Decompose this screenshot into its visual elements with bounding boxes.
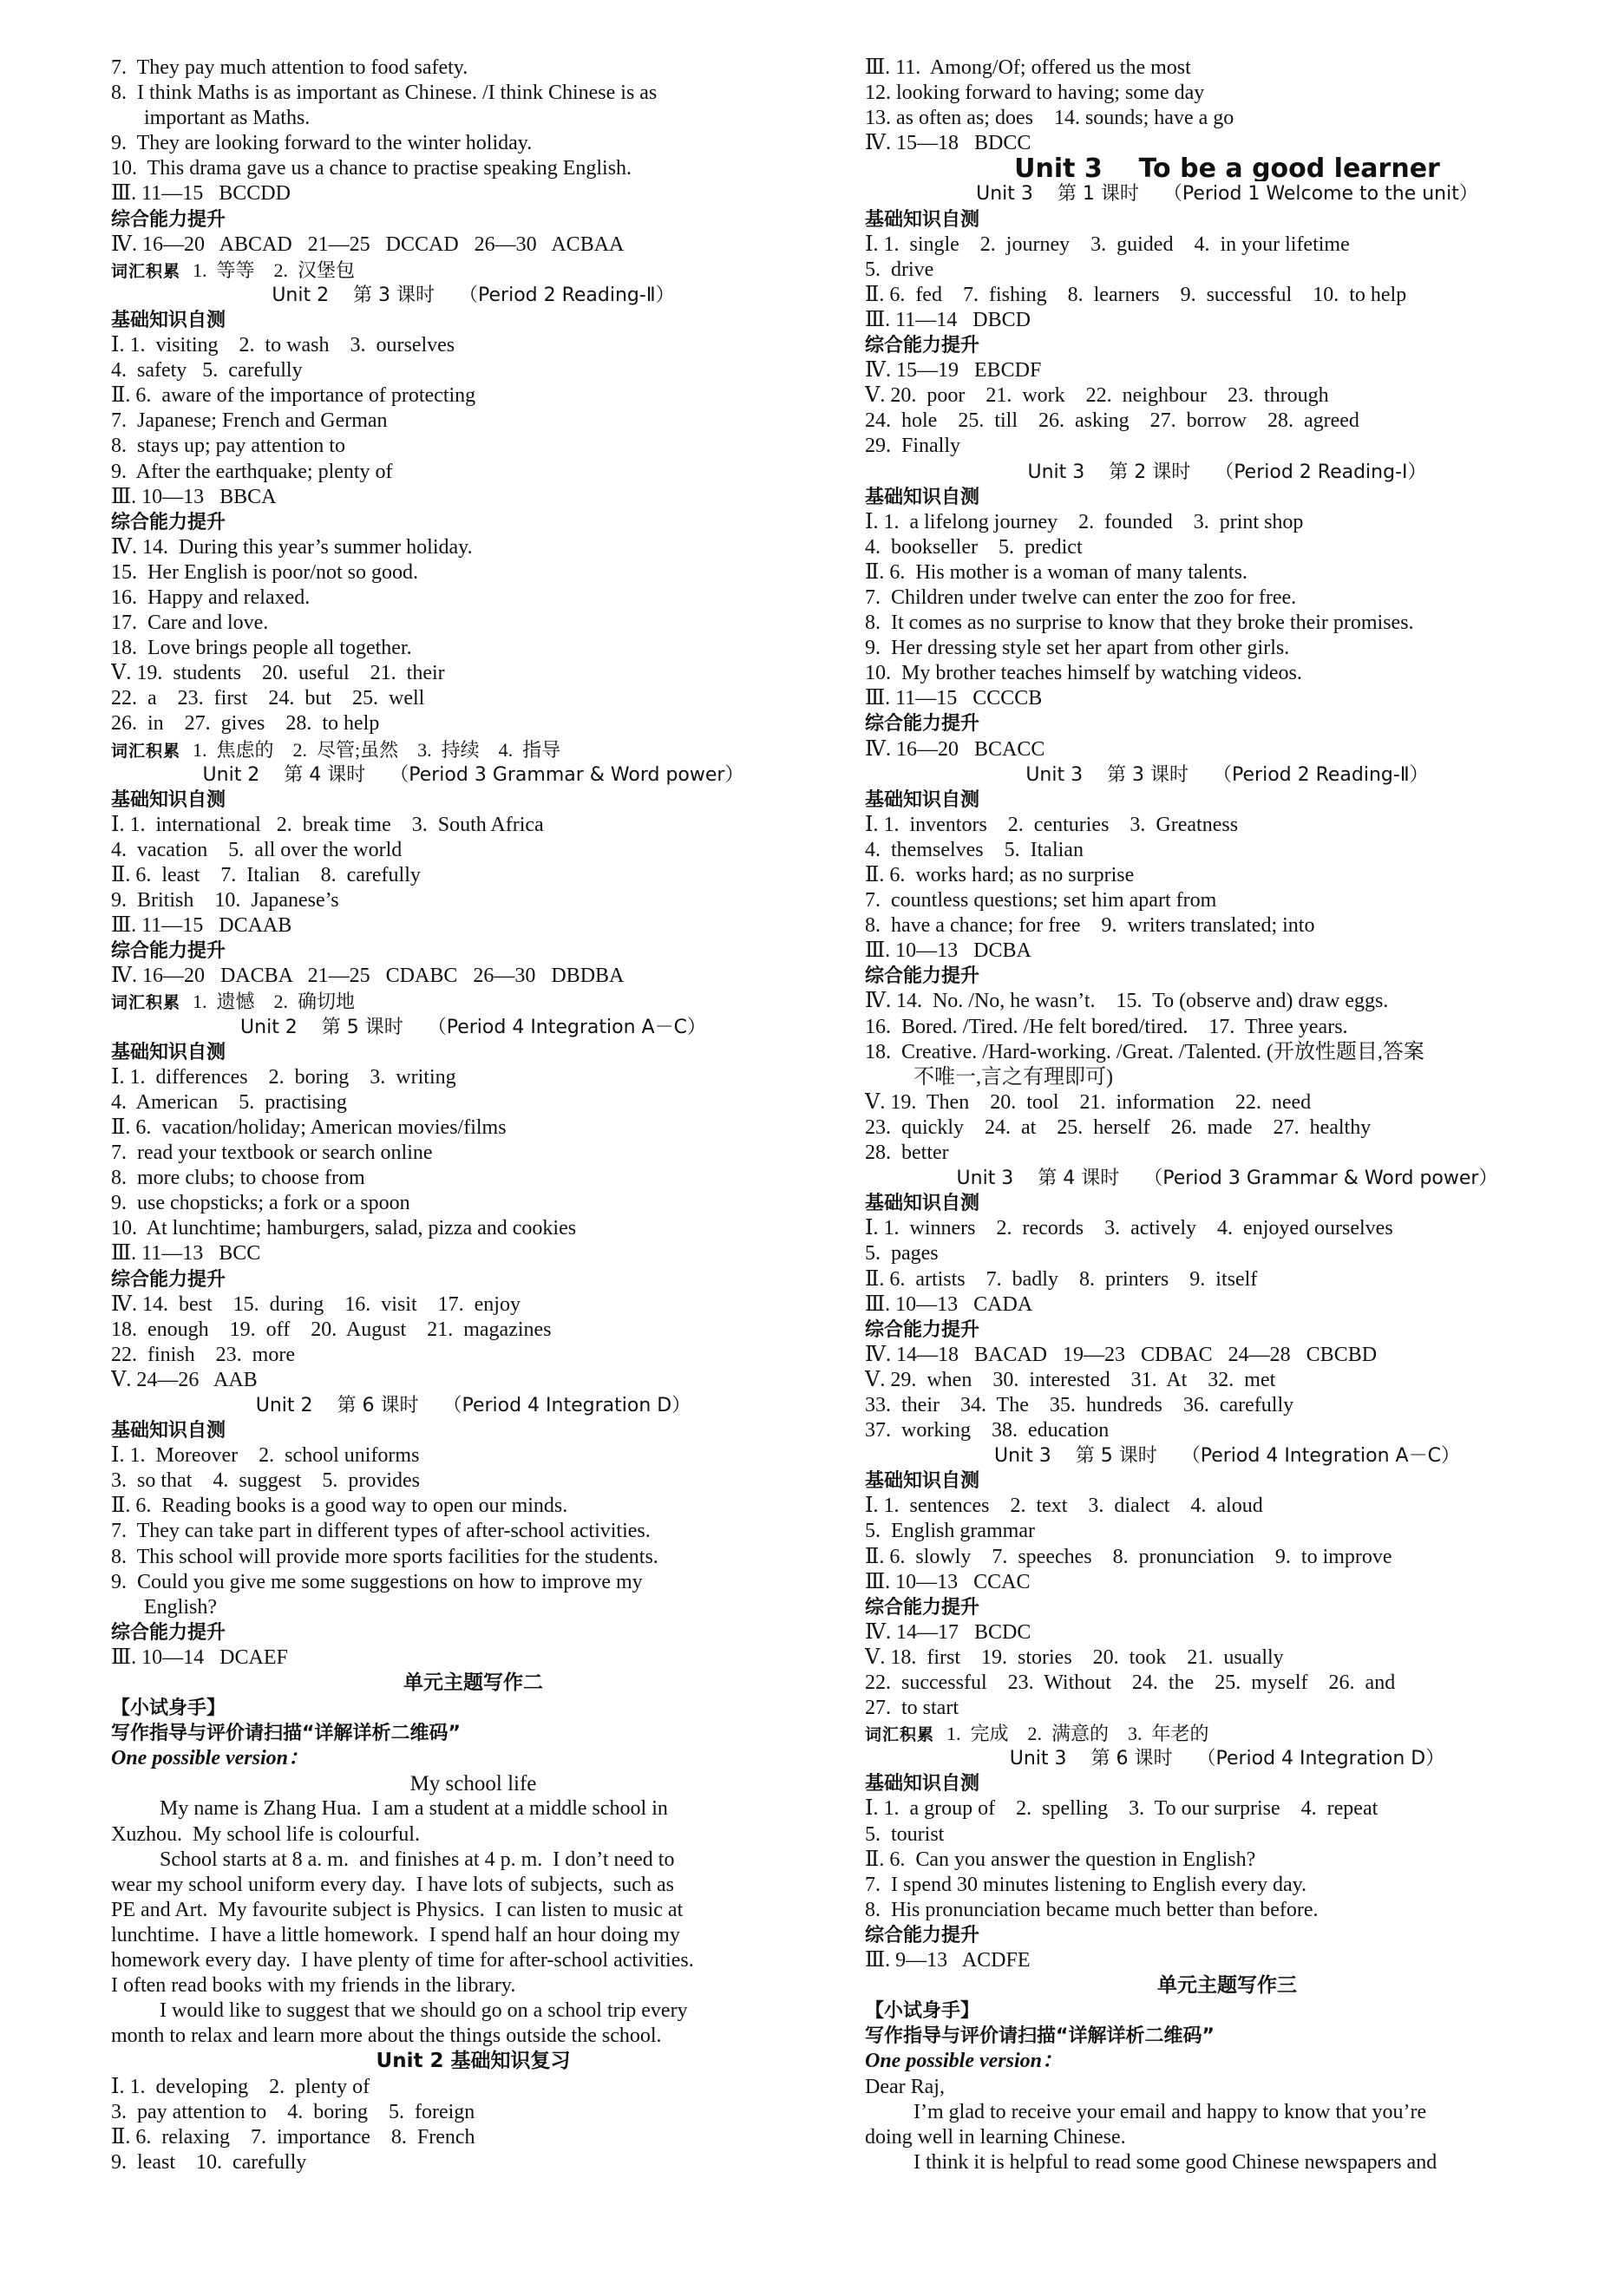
topic-heading: Unit 2 基础知识复习 <box>376 2050 571 2073</box>
lesson-header: Unit 3 第 1 课时 （Period 1 Welcome to the unit） <box>976 183 1478 206</box>
answer-line: 7. countless questions; set him apart from <box>865 889 1217 913</box>
vocabulary-tag: 词汇积累 <box>111 261 181 281</box>
answer-line: Ⅲ. 10—13 BBCA <box>111 485 277 508</box>
section-heading: 基础知识自测 <box>865 788 980 811</box>
answer-line: I often read books with my friends in the library. <box>111 1974 516 1998</box>
answer-line: 24. hole 25. till 26. asking 27. borrow 28. agreed <box>865 409 1359 433</box>
answer-line: 12. looking forward to having; some day <box>865 82 1205 105</box>
answer-line: 3. so that 4. suggest 5. provides <box>111 1469 420 1493</box>
section-heading: 【小试身手】 <box>865 2000 980 2023</box>
answer-line: 5. English grammar <box>865 1520 1035 1543</box>
section-heading: 基础知识自测 <box>865 486 980 508</box>
answer-line: Ⅰ. 1. Moreover 2. school uniforms <box>111 1444 420 1468</box>
answer-line: 22. a 23. first 24. but 25. well <box>111 687 425 710</box>
answer-line: Ⅱ. 6. His mother is a woman of many talents. <box>865 560 1247 584</box>
answer-line: 8. His pronunciation became much better than before. <box>865 1898 1319 1921</box>
topic-heading: 单元主题写作二 <box>403 1671 543 1694</box>
answer-line: Dear Raj, <box>865 2075 945 2098</box>
section-heading: 基础知识自测 <box>865 1193 980 1215</box>
answer-line: 10. This drama gave us a chance to practise speaking English. <box>111 157 632 180</box>
answer-line: lunchtime. I have a little homework. I spend half an hour doing my <box>111 1923 680 1946</box>
essay-title: My school life <box>409 1772 537 1796</box>
paragraph-start: I think it is helpful to read some good Chinese newspapers and <box>914 2150 1437 2174</box>
answer-line: 8. I think Maths is as important as Chinese. /I think Chinese is as <box>111 82 658 105</box>
answer-line: 5. drive <box>865 258 934 281</box>
section-heading: 综合能力提升 <box>865 1318 980 1341</box>
left-column <box>111 56 835 2175</box>
lesson-header: Unit 3 第 3 课时 （Period 2 Reading-Ⅱ） <box>1025 763 1429 786</box>
answer-line: Ⅲ. 11—13 BCC <box>111 1242 261 1266</box>
answer-line: Ⅱ. 6. Can you answer the question in English? <box>865 1848 1256 1871</box>
answer-line: wear my school uniform every day. I have lots of subjects, such as <box>111 1873 674 1896</box>
unit-title: Unit 3 To be a good learner <box>1014 156 1440 182</box>
answer-line: 8. stays up; pay attention to <box>111 435 345 458</box>
answer-line: 8. This school will provide more sports facilities for the students. <box>111 1545 658 1568</box>
answer-line: 27. to start <box>865 1697 959 1720</box>
answer-line: 5. tourist <box>865 1822 945 1846</box>
lesson-header: Unit 3 第 5 课时 （Period 4 Integration A－C） <box>994 1445 1460 1468</box>
answer-line: 29. Finally <box>865 435 961 458</box>
answer-line: 7. I spend 30 minutes listening to English every day. <box>865 1873 1307 1896</box>
answer-line: Ⅲ. 11—15 CCCCB <box>865 687 1043 710</box>
vocabulary-tag: 词汇积累 <box>111 993 181 1013</box>
answer-line: Ⅳ. 14. No. /No, he wasn’t. 15. To (observe and) draw eggs. <box>865 990 1389 1013</box>
answer-line: 4. American 5. practising <box>111 1090 347 1114</box>
version-label: One possible version： <box>111 1747 309 1770</box>
section-heading: 基础知识自测 <box>111 309 226 331</box>
answer-line: 4. vacation 5. all over the world <box>111 838 403 861</box>
answer-line: 7. They can take part in different types of after-school activities. <box>111 1520 651 1543</box>
answer-line-continuation: English? <box>144 1595 217 1619</box>
answer-line: Ⅱ. 6. artists 7. badly 8. printers 9. itself <box>865 1267 1258 1291</box>
answer-line: Ⅲ. 11—15 DCAAB <box>111 914 292 938</box>
section-heading: 基础知识自测 <box>865 208 980 231</box>
answer-line: Ⅳ. 16—20 BCACC <box>865 737 1045 761</box>
answer-line: Ⅱ. 6. least 7. Italian 8. carefully <box>111 864 421 886</box>
section-heading: 综合能力提升 <box>865 335 980 357</box>
answer-line: 18. Love brings people all together. <box>111 637 412 660</box>
answer-line: Ⅴ. 24—26 AAB <box>111 1368 258 1391</box>
vocabulary-text: 1. 遗憾 2. 确切地 <box>193 991 356 1013</box>
answer-line: Ⅳ. 14. During this year’s summer holiday. <box>111 535 473 559</box>
answer-line: 5. pages <box>865 1242 939 1266</box>
answer-line: Ⅲ. 10—13 CADA <box>865 1292 1033 1316</box>
answer-line: 26. in 27. gives 28. to help <box>111 712 380 736</box>
vocabulary-line <box>865 1721 1589 1746</box>
answer-line: 18. Creative. /Hard-working. /Great. /Talented. (开放性题目,答案 <box>865 1040 1424 1063</box>
answer-line-continuation: 不唯一,言之有理即可) <box>914 1065 1113 1089</box>
answer-line: Ⅰ. 1. inventors 2. centuries 3. Greatness <box>865 813 1239 836</box>
lesson-header: Unit 2 第 3 课时 （Period 2 Reading-Ⅱ） <box>272 284 675 306</box>
section-heading: 综合能力提升 <box>111 208 226 231</box>
answer-line: 7. Children under twelve can enter the zoo for free. <box>865 585 1297 609</box>
answer-line: 9. After the earthquake; plenty of <box>111 460 393 483</box>
answer-line: 22. successful 23. Without 24. the 25. myself 26. and <box>865 1671 1396 1694</box>
section-heading: 综合能力提升 <box>865 965 980 988</box>
answer-line: Ⅰ. 1. developing 2. plenty of <box>111 2075 370 2098</box>
answer-line: Ⅴ. 19. students 20. useful 21. their <box>111 662 445 685</box>
answer-line: Ⅰ. 1. single 2. journey 3. guided 4. in your lifetime <box>865 232 1350 256</box>
answer-line: 3. pay attention to 4. boring 5. foreign <box>111 2100 475 2123</box>
section-heading: 综合能力提升 <box>111 1268 226 1291</box>
paragraph-start: My name is Zhang Hua. I am a student at a middle school in <box>160 1797 668 1821</box>
answer-line: Ⅲ. 11—14 DBCD <box>865 308 1031 331</box>
answer-line: 37. working 38. education <box>865 1419 1110 1442</box>
answer-line: Ⅲ. 10—13 DCBA <box>865 939 1031 963</box>
paragraph-start: I’m glad to receive your email and happy to know that you’re <box>914 2100 1427 2123</box>
answer-line: 8. It comes as no surprise to know that they broke their promises. <box>865 612 1414 635</box>
answer-line: Ⅲ. 11. Among/Of; offered us the most <box>865 56 1191 79</box>
answer-line: 16. Bored. /Tired. /He felt bored/tired. 17. Three years. <box>865 1015 1348 1038</box>
lesson-header: Unit 2 第 4 课时 （Period 3 Grammar & Word power） <box>202 763 744 786</box>
answer-line: Ⅱ. 6. relaxing 7. importance 8. French <box>111 2125 475 2149</box>
answer-line: Ⅳ. 14—18 BACAD 19—23 CDBAC 24—28 CBCBD <box>865 1343 1378 1366</box>
topic-heading: 单元主题写作三 <box>1157 1974 1297 1998</box>
answer-line: 7. read your textbook or search online <box>111 1141 433 1165</box>
lesson-header: Unit 3 第 2 课时 （Period 2 Reading-Ⅰ） <box>1027 461 1427 483</box>
section-heading: 综合能力提升 <box>111 940 226 963</box>
answer-line: 9. use chopsticks; a fork or a spoon <box>111 1192 410 1215</box>
answer-line: 22. finish 23. more <box>111 1343 295 1366</box>
answer-line: 9. least 10. carefully <box>111 2150 307 2174</box>
answer-line: 23. quickly 24. at 25. herself 26. made 27. healthy <box>865 1115 1372 1139</box>
answer-line: 15. Her English is poor/not so good. <box>111 560 418 584</box>
answer-line: 9. Her dressing style set her apart from other girls. <box>865 637 1290 660</box>
answer-line: Ⅰ. 1. sentences 2. text 3. dialect 4. aloud <box>865 1495 1263 1518</box>
answer-line: Ⅴ. 19. Then 20. tool 21. information 22. need <box>865 1090 1312 1114</box>
answer-line: Ⅰ. 1. a group of 2. spelling 3. To our surprise 4. repeat <box>865 1797 1378 1821</box>
answer-line: Ⅱ. 6. vacation/holiday; American movies/films <box>111 1115 507 1139</box>
answer-line: Ⅳ. 15—19 EBCDF <box>865 359 1042 383</box>
section-heading: 综合能力提升 <box>865 1924 980 1946</box>
answer-line: Ⅱ. 6. works hard; as no surprise <box>865 864 1135 886</box>
answer-line: Ⅱ. 6. slowly 7. speeches 8. pronunciation 9. to improve <box>865 1545 1392 1568</box>
answer-line-continuation: important as Maths. <box>144 107 311 130</box>
section-heading: 综合能力提升 <box>111 1621 226 1644</box>
paragraph-start: School starts at 8 a. m. and finishes at 4 p. m. I don’t need to <box>160 1848 675 1871</box>
answer-line: 9. Could you give me some suggestions on how to improve my <box>111 1570 643 1593</box>
answer-line: Ⅱ. 6. Reading books is a good way to open our minds. <box>111 1495 568 1518</box>
answer-line: 17. Care and love. <box>111 612 269 635</box>
answer-line: 13. as often as; does 14. sounds; have a go <box>865 107 1234 130</box>
lesson-header: Unit 3 第 4 课时 （Period 3 Grammar & Word power） <box>956 1168 1498 1190</box>
answer-line: doing well in learning Chinese. <box>865 2125 1126 2149</box>
answer-line: Ⅱ. 6. aware of the importance of protecting <box>111 384 476 408</box>
answer-line: Ⅰ. 1. a lifelong journey 2. founded 3. print shop <box>865 510 1304 533</box>
answer-line: 7. They pay much attention to food safety. <box>111 56 468 79</box>
answer-line: 16. Happy and relaxed. <box>111 585 311 609</box>
answer-line: Ⅳ. 16—20 DACBA 21—25 CDABC 26—30 DBDBA <box>111 965 625 988</box>
section-heading: 【小试身手】 <box>111 1697 226 1720</box>
answer-line: Ⅰ. 1. differences 2. boring 3. writing <box>111 1065 456 1089</box>
section-heading: 基础知识自测 <box>111 1041 226 1063</box>
answer-line: 9. British 10. Japanese’s <box>111 889 339 913</box>
answer-line: Ⅰ. 1. international 2. break time 3. South Africa <box>111 813 544 836</box>
section-heading: 综合能力提升 <box>111 511 226 533</box>
answer-line: Ⅲ. 10—14 DCAEF <box>111 1645 288 1669</box>
answer-line: month to relax and learn more about the things outside the school. <box>111 2025 662 2048</box>
answer-line: 18. enough 19. off 20. August 21. magazines <box>111 1318 552 1341</box>
vocabulary-text: 1. 完成 2. 满意的 3. 年老的 <box>946 1723 1209 1745</box>
answer-line: Ⅳ. 16—20 ABCAD 21—25 DCCAD 26—30 ACBAA <box>111 232 625 256</box>
section-heading: 基础知识自测 <box>111 788 226 811</box>
section-heading: 基础知识自测 <box>865 1773 980 1796</box>
vocabulary-line <box>111 737 835 762</box>
answer-line: 8. more clubs; to choose from <box>111 1167 365 1190</box>
answer-line: 28. better <box>865 1141 949 1165</box>
lesson-header: Unit 2 第 6 课时 （Period 4 Integration D） <box>255 1394 691 1416</box>
vocabulary-tag: 词汇积累 <box>865 1725 935 1745</box>
answer-line: 9. They are looking forward to the winter holiday. <box>111 132 533 155</box>
answer-line: PE and Art. My favourite subject is Physics. I can listen to music at <box>111 1898 684 1921</box>
answer-line: Ⅳ. 14. best 15. during 16. visit 17. enjoy <box>111 1292 521 1316</box>
vocabulary-text: 1. 焦虑的 2. 尽管;虽然 3. 持续 4. 指导 <box>193 738 561 761</box>
answer-line: Ⅳ. 15—18 BDCC <box>865 132 1031 155</box>
answer-line: Ⅳ. 14—17 BCDC <box>865 1620 1031 1644</box>
section-heading: 综合能力提升 <box>865 713 980 736</box>
answer-line: Ⅲ. 11—15 BCCDD <box>111 182 291 206</box>
answer-line: homework every day. I have plenty of time for after-school activities. <box>111 1949 694 1972</box>
answer-line: Ⅱ. 6. fed 7. fishing 8. learners 9. successful 10. to help <box>865 283 1407 306</box>
answer-line: 8. have a chance; for free 9. writers translated; into <box>865 914 1315 938</box>
vocabulary-line <box>111 258 835 283</box>
answer-line: Ⅲ. 10—13 CCAC <box>865 1570 1031 1593</box>
vocabulary-text: 1. 等等 2. 汉堡包 <box>193 258 356 281</box>
answer-line: Ⅴ. 29. when 30. interested 31. At 32. met <box>865 1368 1276 1391</box>
answer-line: 10. At lunchtime; hamburgers, salad, pizza and cookies <box>111 1217 577 1240</box>
section-heading: 基础知识自测 <box>865 1470 980 1493</box>
lesson-header: Unit 3 第 6 课时 （Period 4 Integration D） <box>1009 1748 1445 1770</box>
version-label: One possible version： <box>865 2050 1063 2073</box>
answer-line: 7. Japanese; French and German <box>111 409 388 433</box>
answer-line: 10. My brother teaches himself by watching videos. <box>865 662 1302 685</box>
paragraph-start: I would like to suggest that we should go on a school trip every <box>160 1999 688 2023</box>
vocabulary-tag: 词汇积累 <box>111 741 181 761</box>
section-heading: 综合能力提升 <box>865 1596 980 1619</box>
lesson-header: Unit 2 第 5 课时 （Period 4 Integration A－C） <box>240 1016 706 1038</box>
answer-line: Xuzhou. My school life is colourful. <box>111 1822 420 1846</box>
answer-line: 33. their 34. The 35. hundreds 36. carefully <box>865 1393 1294 1416</box>
answer-line: 4. themselves 5. Italian <box>865 838 1084 861</box>
writing-guide-note: 写作指导与评价请扫描“详解详析二维码” <box>865 2025 1215 2048</box>
answer-line: Ⅴ. 18. first 19. stories 20. took 21. usually <box>865 1645 1284 1669</box>
answer-line: 4. safety 5. carefully <box>111 359 303 383</box>
right-column <box>865 56 1589 2175</box>
answer-line: Ⅰ. 1. visiting 2. to wash 3. ourselves <box>111 334 455 357</box>
answer-line: Ⅲ. 9—13 ACDFE <box>865 1949 1031 1972</box>
vocabulary-line <box>111 989 835 1014</box>
answer-line: 4. bookseller 5. predict <box>865 535 1083 559</box>
section-heading: 基础知识自测 <box>111 1420 226 1442</box>
answer-line: Ⅴ. 20. poor 21. work 22. neighbour 23. through <box>865 384 1329 408</box>
answer-line: Ⅰ. 1. winners 2. records 3. actively 4. enjoyed ourselves <box>865 1217 1393 1240</box>
writing-guide-note: 写作指导与评价请扫描“详解详析二维码” <box>111 1723 461 1745</box>
